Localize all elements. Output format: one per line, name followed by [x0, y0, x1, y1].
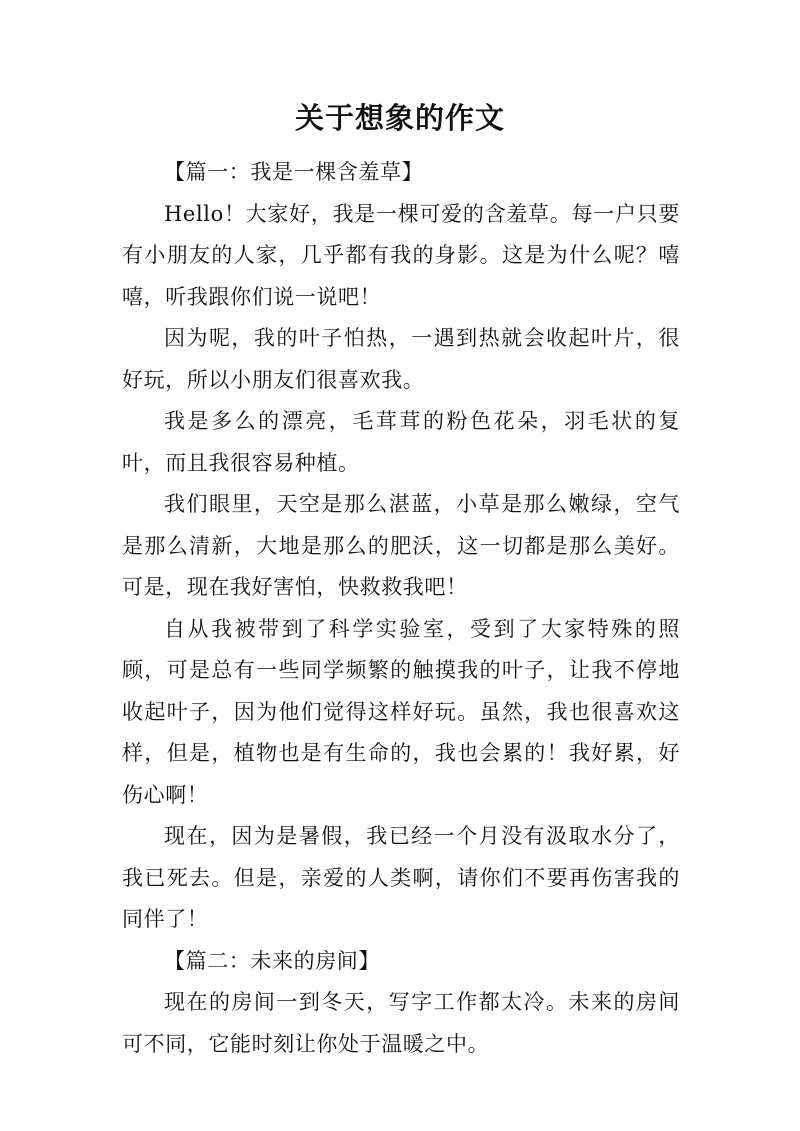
paragraph: 我们眼里，天空是那么湛蓝，小草是那么嫩绿，空气是那么清新，大地是那么的肥沃，这一切都是那么美好。可是，现在我好害怕，快救救我吧！: [122, 492, 680, 599]
paragraph: 自从我被带到了科学实验室，受到了大家特殊的照顾，可是总有一些同学频繁的触摸我的叶子，让我不停地收起叶子，因为他们觉得这样好玩。虽然，我也很喜欢这样，但是，植物也是有生命的，我也会累的！我好累，好伤心啊！: [122, 616, 680, 807]
section-2: [122, 941, 680, 1066]
document-body: [122, 152, 680, 1065]
paragraph: 现在的房间一到冬天，写字工作都太冷。未来的房间可不同，它能时刻让你处于温暖之中。: [122, 990, 680, 1056]
section-heading: 【篇一：我是一棵含羞草】: [164, 160, 424, 184]
section-1: [122, 152, 680, 941]
paragraph: 现在，因为是暑假，我已经一个月没有汲取水分了，我已死去。但是，亲爱的人类啊，请你们不要再伤害我的同伴了！: [122, 824, 680, 931]
document-title: 关于想象的作文: [294, 101, 505, 135]
paragraph: 因为呢，我的叶子怕热，一遇到热就会收起叶片，很好玩，所以小朋友们很喜欢我。: [122, 326, 680, 392]
section-heading: 【篇二：未来的房间】: [164, 948, 380, 973]
paragraph: Hello！大家好，我是一棵可爱的含羞草。每一户只要有小朋友的人家，几乎都有我的身影。这是为什么呢？嘻嘻，听我跟你们说一说吧！: [122, 201, 680, 309]
paragraph: 我是多么的漂亮，毛茸茸的粉色花朵，羽毛状的复叶，而且我很容易种植。: [122, 409, 680, 475]
